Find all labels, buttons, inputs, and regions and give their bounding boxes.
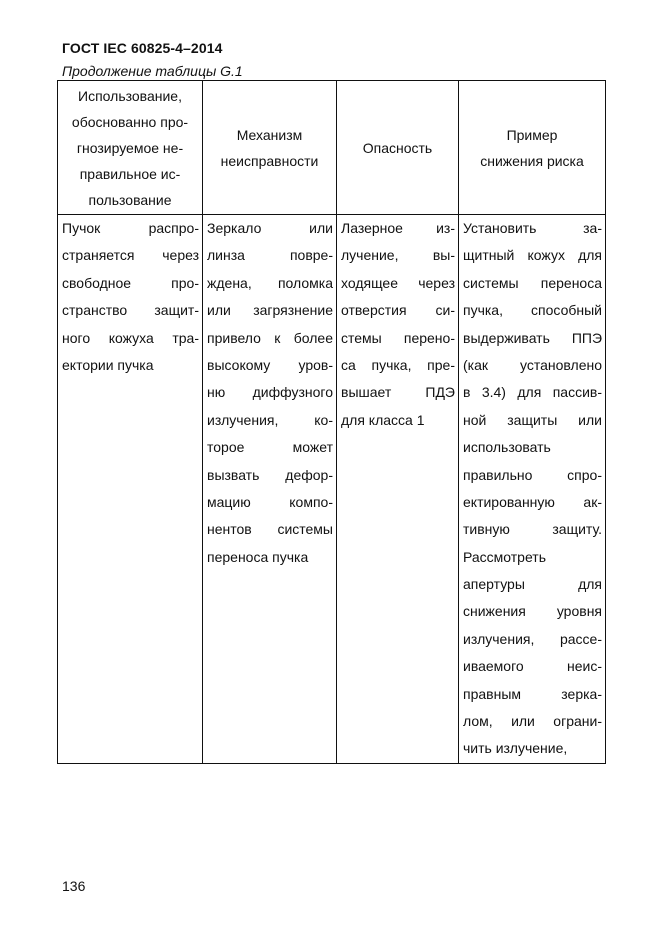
cell-text-line: са пучка, пре- bbox=[341, 356, 455, 373]
cell-text-line: обоснованно про- bbox=[71, 113, 189, 130]
page-number: 136 bbox=[62, 878, 86, 894]
cell-text-line: правильно спро- bbox=[463, 466, 602, 483]
cell-text-line: стемы перено- bbox=[341, 329, 455, 346]
cell-text-line: тивную защиту. bbox=[463, 521, 602, 538]
cell-fault-mechanism bbox=[203, 215, 337, 764]
cell-text-line: Пучок распро- bbox=[62, 220, 199, 236]
cell-text-line: в 3.4) для пассив- bbox=[463, 384, 602, 401]
header-hazard bbox=[337, 81, 459, 215]
cell-text-line: свободное про- bbox=[62, 274, 199, 291]
table-header-row bbox=[58, 81, 606, 215]
cell-text-line: гнозируемое не- bbox=[76, 139, 184, 156]
cell-text-line: высокому уров- bbox=[207, 356, 333, 373]
cell-text-line: системы переноса bbox=[463, 274, 602, 291]
cell-text-line: правильное ис- bbox=[79, 165, 181, 182]
cell-text-line: вызвать дефор- bbox=[207, 466, 333, 483]
cell-text-line: переноса пучка bbox=[207, 548, 309, 565]
cell-text-line: линза повре- bbox=[207, 247, 333, 264]
cell-text-line: торое может bbox=[207, 439, 333, 456]
cell-text-line: или загрязнение bbox=[207, 302, 333, 319]
cell-text-line: правным зерка- bbox=[463, 685, 602, 702]
cell-text-line: Зеркало или bbox=[207, 220, 333, 236]
cell-text-line: использовать bbox=[463, 439, 551, 456]
cell-text-line: излучения, ко- bbox=[207, 411, 333, 428]
table-g1 bbox=[57, 80, 606, 764]
cell-text-line: лом, или ограни- bbox=[463, 713, 602, 730]
cell-risk-reduction-example bbox=[459, 215, 606, 764]
cell-text-line: Механизм bbox=[236, 126, 303, 143]
cell-text-line: снижения риска bbox=[480, 152, 584, 169]
cell-text-line: Лазерное из- bbox=[341, 220, 455, 236]
cell-text-line: иваемого неис- bbox=[463, 658, 602, 675]
cell-text-line: (как установлено bbox=[463, 356, 602, 373]
cell-text-line: Опасность bbox=[362, 139, 433, 156]
table-caption: Продолжение таблицы G.1 bbox=[62, 63, 243, 79]
standard-code: ГОСТ IEC 60825-4–2014 bbox=[62, 40, 223, 56]
cell-text-line: ждена, поломка bbox=[207, 274, 333, 291]
cell-text-line: ню диффузного bbox=[207, 384, 333, 401]
cell-text-line: страняется через bbox=[62, 247, 199, 264]
cell-text-line: Рассмотреть bbox=[463, 548, 546, 565]
cell-text-line: выдерживать ППЭ bbox=[463, 329, 602, 346]
cell-text-line: Использование, bbox=[78, 87, 182, 104]
cell-usage bbox=[58, 215, 203, 764]
cell-text-line: вышает ПДЭ bbox=[341, 384, 455, 401]
table-row bbox=[58, 215, 606, 764]
cell-text-line: лучение, вы- bbox=[341, 247, 455, 264]
cell-text-line: снижения уровня bbox=[463, 603, 602, 620]
cell-text-line: странство защит- bbox=[62, 302, 199, 319]
cell-text-line: щитный кожух для bbox=[463, 247, 602, 264]
cell-text-line: излучения, рассе- bbox=[463, 630, 602, 647]
cell-text-line: ного кожуха тра- bbox=[62, 329, 199, 346]
cell-text-line: пучка, способный bbox=[463, 302, 602, 319]
cell-text-line: Пример bbox=[506, 126, 558, 143]
cell-text-line: Установить за- bbox=[463, 220, 602, 236]
cell-text-line: ектированную ак- bbox=[463, 493, 602, 510]
header-fault-mechanism bbox=[203, 81, 337, 215]
cell-text-line: нентов системы bbox=[207, 521, 333, 538]
cell-text-line: чить излучение, bbox=[463, 740, 568, 757]
cell-text-line: ектории пучка bbox=[62, 356, 154, 373]
cell-text-line: неисправности bbox=[220, 152, 319, 169]
cell-text-line: пользование bbox=[88, 191, 172, 208]
header-risk-reduction-example bbox=[459, 81, 606, 215]
cell-text-line: привело к более bbox=[207, 329, 333, 346]
header-usage bbox=[58, 81, 203, 215]
cell-text-line: ходящее через bbox=[341, 274, 455, 291]
cell-text-line: ной защиты или bbox=[463, 411, 602, 428]
cell-text-line: апертуры для bbox=[463, 576, 602, 593]
cell-text-line: мацию компо- bbox=[207, 493, 333, 510]
cell-text-line: отверстия си- bbox=[341, 302, 455, 319]
cell-text-line: для класса 1 bbox=[341, 411, 425, 428]
cell-hazard bbox=[337, 215, 459, 764]
